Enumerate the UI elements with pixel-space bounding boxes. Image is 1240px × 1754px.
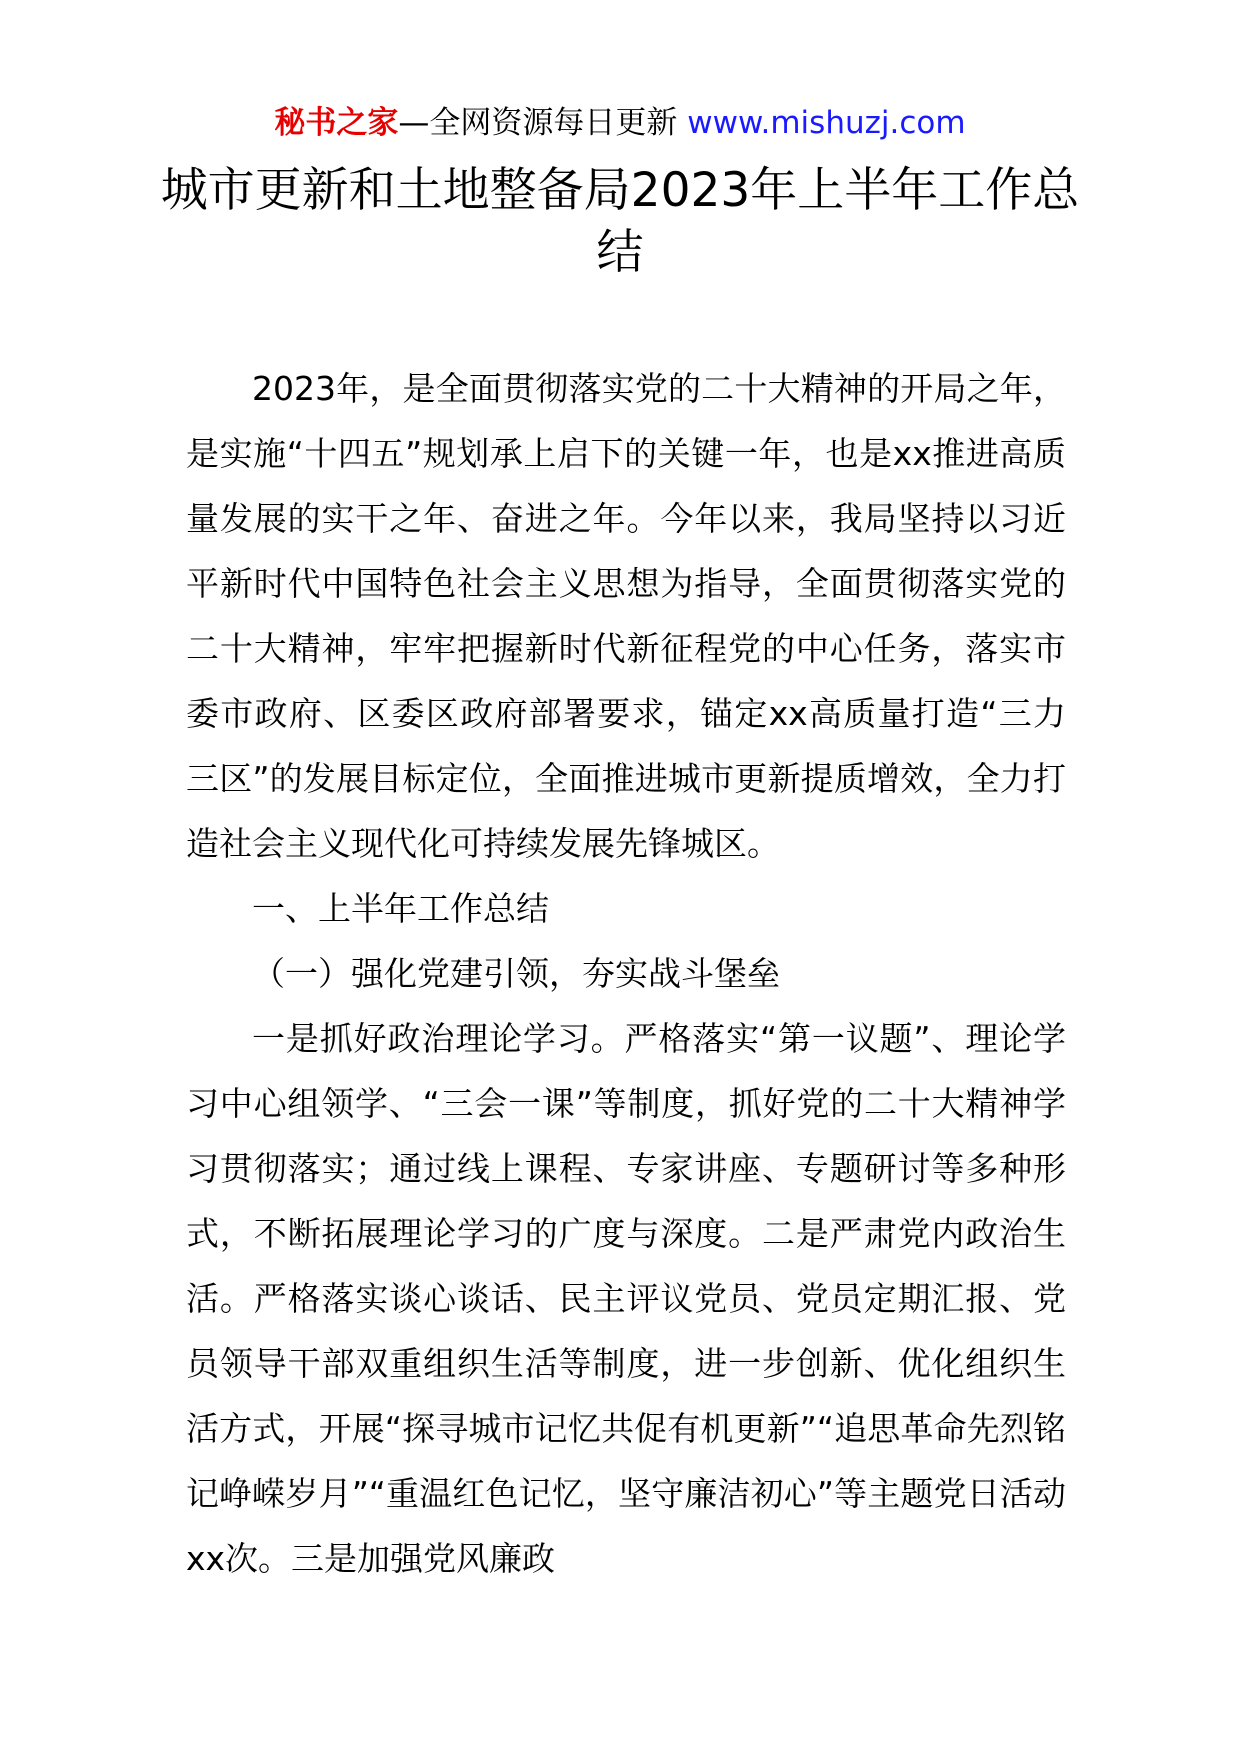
document-title: 城市更新和土地整备局2023年上半年工作总结 [160,163,1080,280]
site-name: 秘书之家 [274,105,399,141]
document-body [186,356,1066,1591]
site-tagline: —全网资源每日更新 [398,105,688,141]
subsection-heading: （一）强化党建引领，夯实战斗堡垒 [252,954,780,993]
site-url-link[interactable]: www.mishuzj.com [687,105,966,141]
section-heading: 一、上半年工作总结 [252,889,549,928]
body-paragraph: 一是抓好政治理论学习。严格落实“第一议题”、理论学习中心组领学、“三会一课”等制度，抓好党的二十大精神学习贯彻落实；通过线上课程、专家讲座、专题研讨等多种形式，不断拓展理论学习的广度与深度。二是严肃党内政治生活。严格落实谈心谈话、民主评议党员、党员定期汇报、党员领导干部双重组织生活等制度，进一步创新、优化组织生活方式，开展“探寻城市记忆共促有机更新”“追思革命先烈铭记峥嵘岁月”“重温红色记忆，坚守廉洁初心”等主题党日活动xx次。三是加强党风廉政 [186,1019,1066,1578]
intro-paragraph: 2023年，是全面贯彻落实党的二十大精神的开局之年，是实施“十四五”规划承上启下的关键一年，也是xx推进高质量发展的实干之年、奋进之年。今年以来，我局坚持以习近平新时代中国特色社会主义思想为指导，全面贯彻落实党的二十大精神，牢牢把握新时代新征程党的中心任务，落实市委市政府、区委区政府部署要求，锚定xx高质量打造“三力三区”的发展目标定位，全面推进城市更新提质增效，全力打造社会主义现代化可持续发展先锋城区。 [186,369,1066,863]
site-header [0,100,1240,146]
